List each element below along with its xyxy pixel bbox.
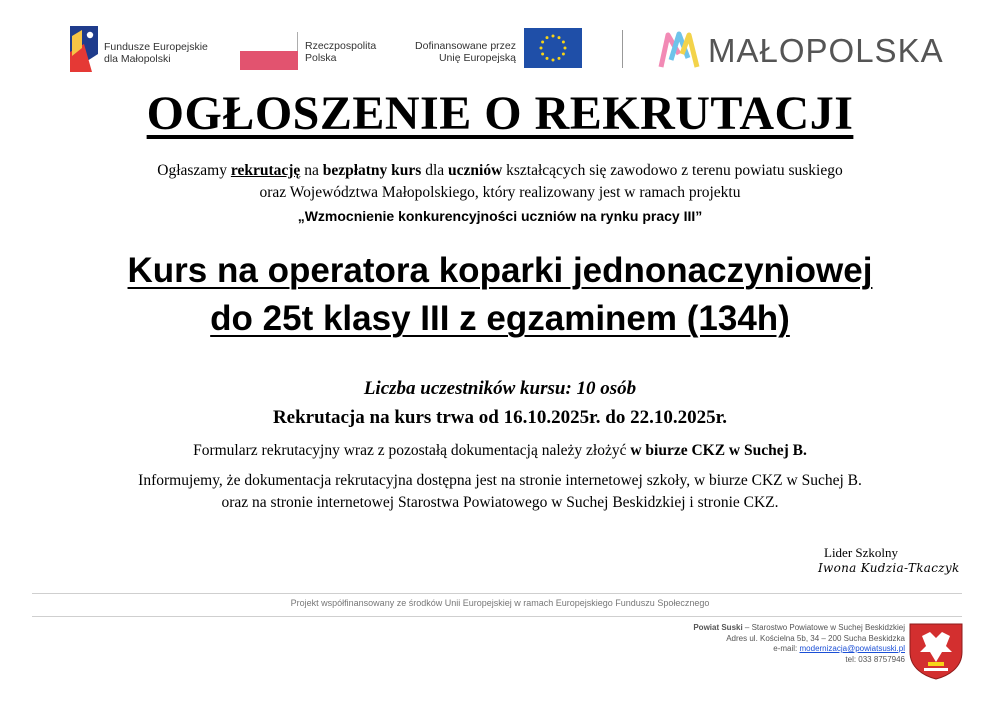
- footer-contact: [545, 623, 905, 665]
- intro-students: uczniów: [448, 162, 503, 179]
- recruitment-dates: Rekrutacja na kurs trwa od 16.10.2025r. do 22.10.2025r.: [272, 407, 728, 428]
- intro-free-course: bezpłatny kurs: [322, 162, 422, 179]
- intro-line2: oraz Województwa Małopolskiego, który realizowany jest w ramach projektu: [259, 184, 741, 201]
- documentation-info-2: oraz na stronie internetowej Starostwa Powiatowego w Suchej Beskidzkiej i stronie CKZ.: [221, 494, 779, 511]
- form-office: w biurze CKZ w Suchej B.: [630, 442, 807, 459]
- intro-recruitment: rekrutację: [230, 162, 301, 179]
- malopolska-wordmark: MAŁOPOLSKA: [708, 32, 944, 69]
- course-line2: do 25t klasy III z egzaminem (134h): [210, 299, 790, 338]
- cofinanced-note: Projekt współfinansowany ze środków Unii Europejskiej w ramach Europejskiego Funduszu Społecznego: [290, 598, 710, 608]
- signature-role: Lider Szkolny: [824, 545, 899, 560]
- fe-logo-line1: Fundusze Europejskie: [104, 41, 208, 53]
- eu-flag-icon: [524, 28, 582, 68]
- intro-paragraph: [0, 161, 1000, 181]
- project-name: „Wzmocnienie konkurencyjności uczniów na rynku pracy III”: [297, 208, 703, 224]
- footer-email-link[interactable]: modernizacja@powiatsuski.pl: [799, 644, 905, 653]
- intro-text-a: Ogłaszamy: [157, 162, 231, 179]
- footer-org-rest: – Starostwo Powiatowe w Suchej Beskidzkiej: [742, 623, 905, 632]
- rp-logo-line2: Polska: [305, 52, 337, 64]
- intro-text-c: na: [300, 162, 323, 179]
- footer-address: Adres ul. Kościelna 5b, 34 – 200 Sucha Beskidzka: [726, 633, 905, 643]
- course-line1: Kurs na operatora koparki jednonaczyniowej: [127, 251, 873, 290]
- intro-text-g: kształcących się zawodowo z terenu powiatu suskiego: [502, 162, 843, 179]
- footer-divider-top: [32, 593, 962, 594]
- footer-divider-bottom: [32, 616, 962, 617]
- footer-org-bold: Powiat Suski: [693, 623, 743, 632]
- malopolska-logo-icon: [658, 30, 700, 70]
- documentation-info-1: Informujemy, że dokumentacja rekrutacyjna dostępna jest na stronie internetowej szkoły, w biurze CKZ w Suchej B.: [138, 472, 862, 489]
- logo-divider: [622, 30, 623, 68]
- logo-bar: [0, 18, 1000, 80]
- coat-of-arms-icon: [908, 622, 964, 680]
- course-title: [0, 247, 1000, 343]
- poland-flag-icon: [240, 32, 298, 70]
- form-text: Formularz rekrutacyjny wraz z pozostałą dokumentacją należy złożyć: [193, 442, 631, 459]
- intro-text-e: dla: [421, 162, 449, 179]
- footer-phone: tel: 033 8757946: [845, 654, 905, 664]
- participants-count: Liczba uczestników kursu: 10 osób: [363, 378, 637, 399]
- eu-logo-line1: Dofinansowane przez: [415, 40, 516, 52]
- rp-logo-line1: Rzeczpospolita: [305, 40, 377, 52]
- eu-logo-line2: Unię Europejską: [438, 52, 516, 64]
- page-title: OGŁOSZENIE O REKRUTACJI: [146, 87, 854, 140]
- form-submission: [0, 442, 1000, 460]
- signature-handwritten: Iwona Kudzia-Tkaczyk: [818, 561, 960, 575]
- footer-email-label: e-mail:: [773, 644, 800, 653]
- fundusze-europejskie-logo-icon: [70, 26, 98, 72]
- fe-logo-line2: dla Małopolski: [104, 53, 171, 65]
